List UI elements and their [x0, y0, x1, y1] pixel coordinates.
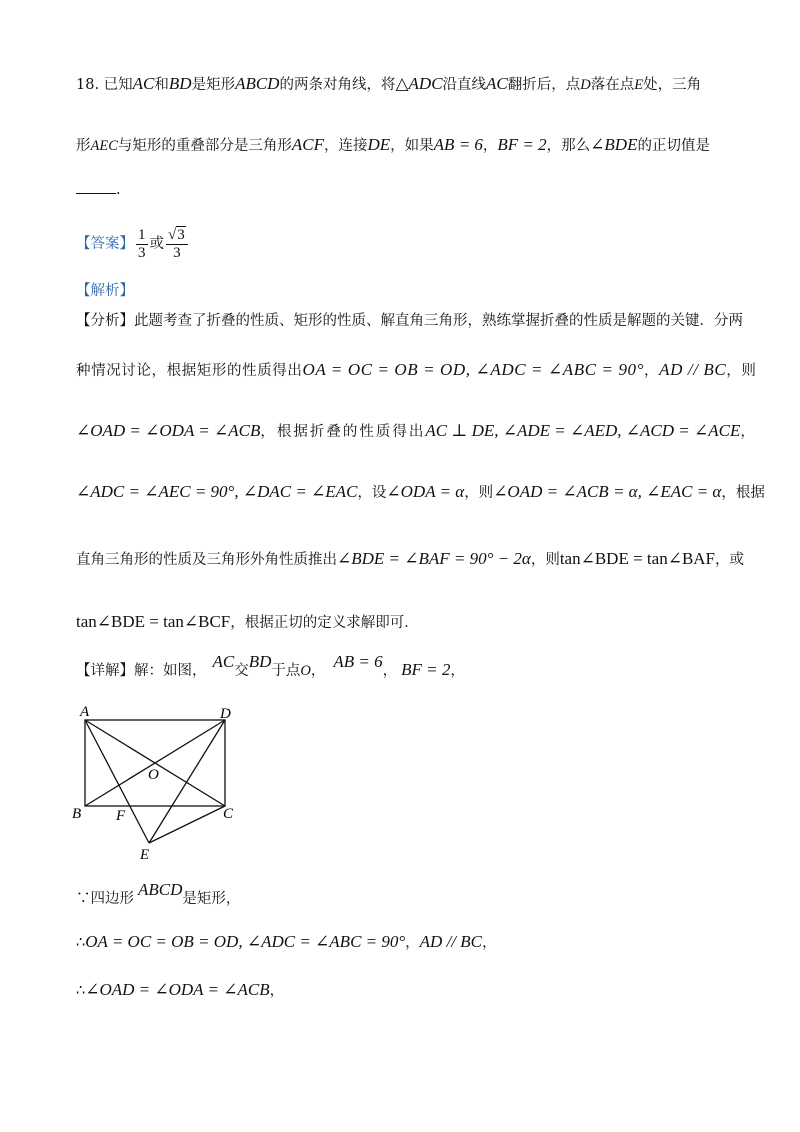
analysis-text: ，则	[530, 552, 560, 568]
question-text: 与矩形的重叠部分是三角形	[117, 138, 292, 154]
math-bf-2: BF = 2	[497, 135, 547, 154]
analysis-text: ，则	[726, 363, 757, 379]
math-expr: AD // BC	[659, 360, 727, 379]
math-expr: ∠OAD = ∠ODA = ∠ACB	[85, 980, 270, 999]
question-text: 形	[76, 138, 91, 154]
detail-text: 解：如图，	[134, 663, 207, 679]
math-ab-6: AB = 6	[433, 135, 483, 154]
step-text: ，	[269, 983, 285, 999]
geometry-figure	[60, 700, 260, 870]
analysis-line-6	[76, 612, 419, 633]
question-text: ，那么	[546, 138, 591, 154]
question-text: ，	[482, 138, 498, 154]
analysis-text: ，或	[715, 552, 745, 568]
question-text: ，连接	[324, 138, 368, 154]
math-expr: AC ⊥ DE, ∠ADE = ∠AED, ∠ACD = ∠ACE	[425, 421, 741, 440]
math-acf: ACF	[291, 135, 324, 154]
detail-line	[76, 652, 465, 681]
question-line-1	[76, 74, 701, 95]
detail-text: ，	[382, 663, 398, 679]
analysis-line-1	[76, 311, 743, 331]
step-2	[76, 932, 497, 953]
label-a: A	[80, 704, 90, 720]
math-expr: ∠ADC = ∠AEC = 90°, ∠DAC = ∠EAC	[76, 482, 358, 501]
fraction-sqrt3-over-3	[166, 227, 188, 262]
math-expr: ∠ODA = α	[386, 482, 465, 501]
question-text: 的正切值是	[637, 138, 710, 154]
math-abcd: ABCD	[235, 74, 280, 93]
fenxi-tag: 【分析】	[76, 313, 134, 329]
label-c: C	[223, 806, 234, 822]
analysis-tag: 【解析】	[76, 283, 134, 299]
fraction-denominator: 3	[173, 244, 181, 261]
analysis-text: ，根据折叠的性质得出	[260, 424, 426, 440]
question-text: 和	[154, 77, 169, 93]
therefore-sign: ∴	[76, 935, 86, 951]
math-abcd: ABCD	[138, 880, 183, 899]
math-expr: ∠BDE = ∠BAF = 90° − 2α	[337, 549, 531, 568]
analysis-line-5	[76, 549, 744, 570]
answer-tag: 【答案】	[76, 236, 134, 252]
step-text: ，	[482, 935, 497, 951]
question-line-2	[76, 135, 710, 156]
math-angle-bde: ∠BDE	[590, 135, 638, 154]
step-text: 是矩形，	[182, 891, 241, 907]
therefore-sign: ∴	[76, 983, 86, 999]
label-d: D	[220, 706, 231, 722]
question-text: 翻折后，点	[507, 77, 581, 93]
math-ac: AC	[486, 74, 508, 93]
math-d: D	[580, 77, 591, 93]
answer-or: 或	[149, 236, 164, 252]
question-text: 处，三角	[643, 77, 702, 93]
analysis-text: 种情况讨论，根据矩形的性质得出	[76, 363, 303, 379]
step-3	[76, 980, 284, 1001]
analysis-text: ，则	[464, 485, 494, 501]
analysis-text: ，根据	[721, 485, 765, 501]
answer-line	[76, 224, 190, 264]
label-e: E	[140, 847, 150, 863]
analysis-text: ，	[740, 424, 755, 440]
math-bd: BD	[168, 74, 192, 93]
math-aec: AEC	[90, 138, 118, 154]
detail-text: ，	[310, 663, 326, 679]
step-1	[76, 880, 241, 909]
question-text: 18. 已知	[76, 77, 133, 93]
fraction-denominator: 3	[138, 244, 146, 261]
math-expr: ∠OAD = ∠ACB = α, ∠EAC = α	[493, 482, 722, 501]
math-expr: OA = OC = OB = OD, ∠ADC = ∠ABC = 90°	[302, 360, 645, 379]
math-de: DE	[367, 135, 391, 154]
analysis-text: 直角三角形的性质及三角形外角性质推出	[76, 552, 337, 568]
fraction-one-third	[136, 227, 148, 262]
math-expr: AD // BC	[419, 932, 483, 951]
math-triangle-adc: △ADC	[395, 74, 443, 93]
step-text: ，	[405, 935, 420, 951]
detail-tag: 【详解】	[76, 663, 134, 679]
fraction-numerator: 1	[138, 226, 146, 243]
math-bf-2: BF = 2	[401, 660, 451, 679]
analysis-text: 此题考查了折叠的性质、矩形的性质、解直角三角形，熟练掌握折叠的性质是解题的关键．分两	[134, 313, 743, 329]
step-text: ∵四边形	[76, 891, 134, 907]
analysis-line-4	[76, 482, 765, 503]
math-bd: BD	[248, 652, 272, 671]
detail-text: 交	[234, 663, 249, 679]
radicand: 3	[177, 226, 185, 243]
question-text: 沿直线	[442, 77, 487, 93]
math-expr: OA = OC = OB = OD, ∠ADC = ∠ABC = 90°	[85, 932, 406, 951]
label-o: O	[148, 767, 159, 783]
question-line-3	[76, 180, 121, 200]
detail-text: 于点	[271, 663, 301, 679]
segment-ae	[85, 720, 149, 843]
math-expr: tan∠BDE = tan∠BAF	[559, 549, 716, 568]
label-b: B	[72, 806, 82, 822]
math-ac: AC	[132, 74, 155, 93]
analysis-text: ，设	[357, 485, 387, 501]
analysis-text: ，	[644, 363, 660, 379]
question-text: ，如果	[390, 138, 434, 154]
label-f: F	[116, 808, 126, 824]
question-text: 落在点	[590, 77, 635, 93]
analysis-text: ，根据正切的定义求解即可．	[230, 615, 419, 631]
math-ab-6: AB = 6	[333, 652, 383, 671]
analysis-line-3	[76, 421, 755, 442]
math-o: O	[300, 663, 311, 679]
analysis-line-2	[76, 360, 757, 381]
question-text: 是矩形	[191, 77, 236, 93]
math-expr: tan∠BDE = tan∠BCF	[76, 612, 231, 631]
answer-blank	[76, 181, 116, 194]
fraction-numerator	[166, 227, 188, 245]
math-ac: AC	[212, 652, 235, 671]
math-expr: ∠OAD = ∠ODA = ∠ACB	[76, 421, 261, 440]
question-text: .	[116, 182, 121, 198]
math-e: E	[634, 77, 644, 93]
radical-sign: √	[168, 226, 177, 243]
detail-text: ，	[450, 663, 465, 679]
question-text: 的两条对角线，将	[279, 77, 396, 93]
